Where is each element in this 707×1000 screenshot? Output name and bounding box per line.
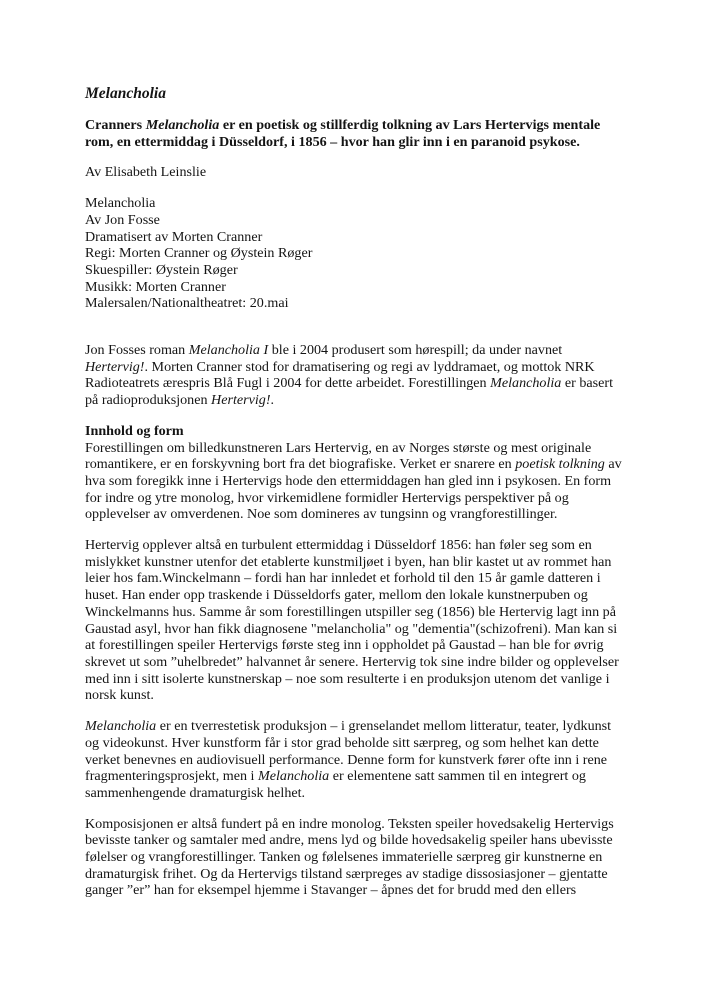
article-title: Melancholia — [85, 85, 166, 102]
credit-line: Musikk: Morten Cranner — [85, 278, 226, 295]
paragraph-komposisjon: Komposisjonen er altså fundert på en indre monolog. Teksten speiler hovedsakelig Hertervigs bevisste tanker og samtaler med andre, mens lyd og bilde hovedsakelig speiler hans ubevisste følelser og vrangforestillinger. Tanken og følelsenes immaterielle særpreg gir kunstnerne en dramaturgisk frihet. Og da Hertervigs tilstand særpreges av stadige dissosiasjoner – gjentatte ganger ”er” han for eksempel hjemme i Stavanger – åpnes det for brudd med den ellers — [85, 815, 614, 899]
paragraph-dusseldorf-1856: Hertervig opplever altså en turbulent ettermiddag i Düsseldorf 1856: han føler seg som en mislykket kunstner utenfor det etablerte kunstmiljøet i byen, han blir kastet ut av rommet han leier hos fam.Winckelmann – fordi han har innledet et forhold til den 15 år gamle datteren i huset. Han ender opp traskende i Düsseldorfs gater, mellom den lokale kunstnerpuben og Winckelmanns hus. Samme år som forestillingen utspiller seg (1856) ble Hertervig lagt inn på Gaustad asyl, hvor han fikk diagnosene "melancholia" og "dementia"(schizofreni). Man kan si at forestillingen speiler Hertervigs første steg inn i oppholdet på Gaustad – han ble for øvrig skrevet ut som ”uhelbredet” halvannet år senere. Hertervig tok sine indre bilder og opplevelser med inn i sitt isolerte kunstnerskap – noe som resulterte i en produksjon utenom det vanlige i norsk kunst. — [85, 537, 619, 704]
credits-block — [85, 195, 623, 312]
credit-line: Melancholia — [85, 195, 156, 212]
article-lead: Cranners Melancholia er en poetisk og stillferdig tolkning av Lars Hertervigs mentale rom, en ettermiddag i Düsseldorf, i 1856 – hvor han glir inn i en paranoid psykose. — [85, 117, 601, 150]
credit-line: Av Jon Fosse — [85, 211, 160, 228]
paragraph-tverrestetisk: Melancholia er en tverrestetisk produksjon – i grenselandet mellom litteratur, teater, lydkunst og videokunst. Hver kunstform får i stor grad beholde sitt særpreg, og som helhet kan dette verket benevnes en audiovisuell performance. Denne form for kunstverk fører ofte inn i rene fragmenteringsprosjekt, men i Melancholia er elementene satt sammen til en integrert og sammenhengende dramaturgisk helhet. — [85, 718, 612, 801]
section-heading-innhold-og-form: Innhold og form — [85, 422, 184, 439]
byline: Av Elisabeth Leinslie — [85, 164, 207, 181]
credit-line: Skuespiller: Øystein Røger — [85, 261, 238, 278]
paragraph-innhold-intro: Forestillingen om billedkunstneren Lars Hertervig, en av Norges største og mest originale romantikere, er en forskyvning bort fra det biografiske. Verket er snarere en poetisk tolkning av hva som foregikk inne i Hertervigs hode den ettermiddagen han gled inn i psykosen. En form for indre og ytre monolog, hvor virkemidlene formidler Hertervigs perspektiver på og opplevelser av omverdenen. Noe som domineres av tungsinn og vrangforestillinger. — [85, 439, 622, 523]
article — [85, 85, 623, 913]
credit-line: Regi: Morten Cranner og Øystein Røger — [85, 245, 313, 262]
paragraph-radio-history: Jon Fosses roman Melancholia I ble i 2004 produsert som hørespill; da under navnet Hertervig!. Morten Cranner stod for dramatisering og regi av lyddramaet, og mottok NRK Radioteatrets ærespris Blå Fugl i 2004 for dette arbeidet. Forestillingen Melancholia er basert på radioproduksjonen Hertervig!. — [85, 342, 614, 409]
credit-line: Malersalen/Nationaltheatret: 20.mai — [85, 295, 289, 312]
credit-line: Dramatisert av Morten Cranner — [85, 228, 263, 245]
